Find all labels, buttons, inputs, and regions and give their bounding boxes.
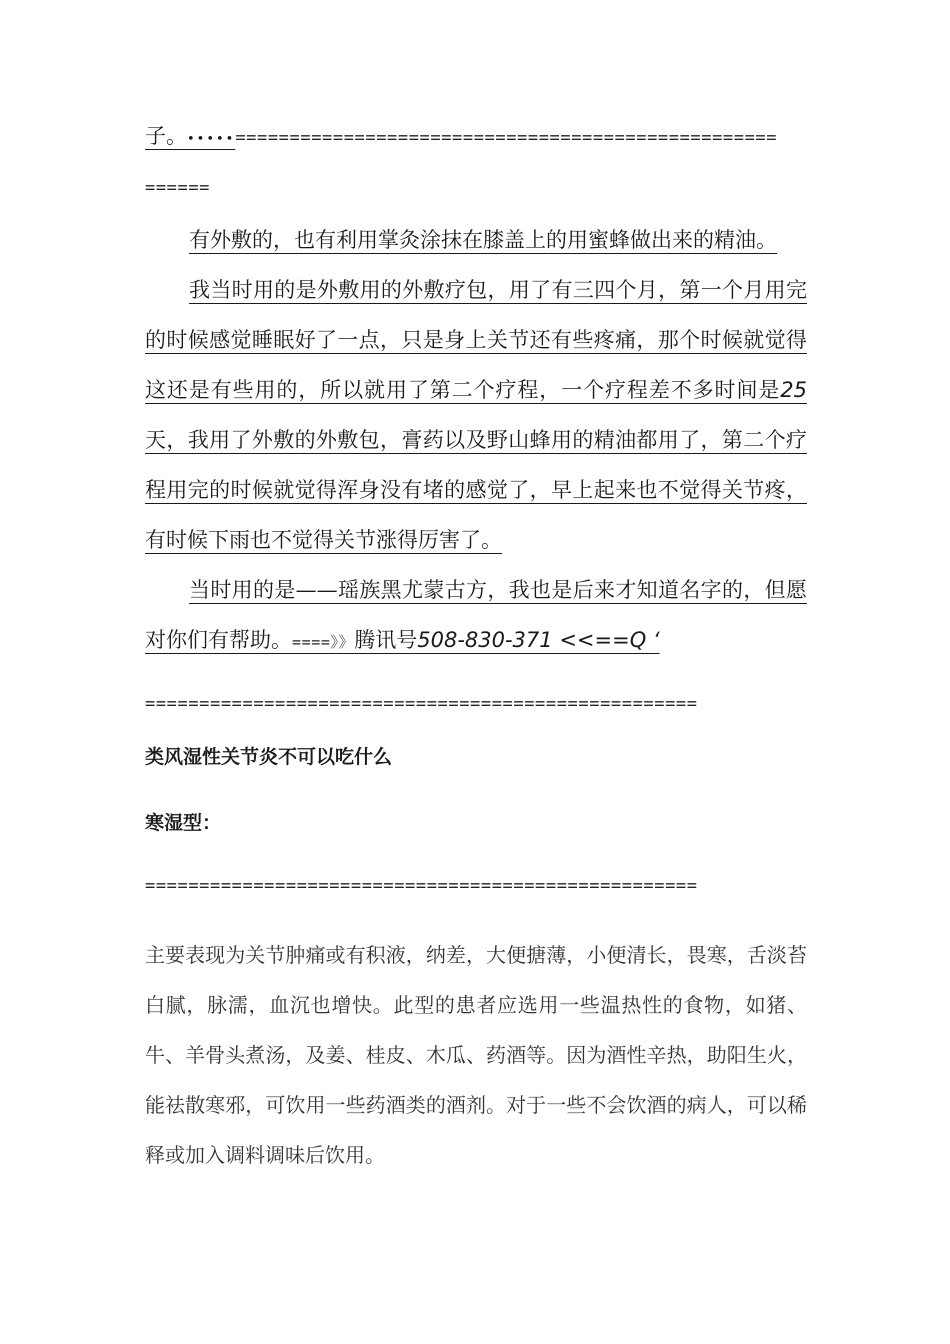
separator-2: =================================================== <box>145 876 698 896</box>
paragraph-2 <box>145 265 807 565</box>
separator-1: =================================================== <box>145 694 698 714</box>
body-paragraph: 主要表现为关节肿痛或有积液，纳差，大便搪薄，小便清长，畏寒，舌淡苔白腻，脉濡，血沉也增快。此型的患者应选用一些温热性的食物，如猪、牛、羊骨头煮汤，及姜、桂皮、木瓜、药酒等。因为酒性辛热，助阳生火，能祛散寒邪，可饮用一些药酒类的酒剂。对于一些不会饮酒的病人，可以稀释或加入调料调味后饮用。 <box>145 943 807 1167</box>
paragraph-3-equals: ====》》 <box>292 633 355 651</box>
testimonial-paragraphs <box>145 215 807 667</box>
paragraph-1: 有外敷的，也有利用掌灸涂抹在膝盖上的用蜜蜂做出来的精油。 <box>189 228 777 252</box>
top-line-dots: ••••• <box>187 132 236 147</box>
section-subheading: 寒湿型： <box>145 812 222 834</box>
paragraph-3-text: 当时用的是——瑶族黑尤蒙古方，我也是后来才知道名字的，但愿对你们有帮助。 <box>145 578 807 652</box>
top-line-continuation: ====== <box>145 178 211 198</box>
body-text-block <box>145 930 807 1180</box>
paragraph-3-label: 腾讯号 <box>354 628 418 652</box>
section-heading: 类风湿性关节炎不可以吃什么 <box>145 746 393 768</box>
paragraph-2-text: 我当时用的是外敷用的外敷疗包，用了有三四个月，第一个月用完的时候感觉睡眠好了一点，只是身上关节还有些疼痛，那个时候就觉得这还是有些用的，所以就用了第二个疗程，一个疗程差不多时间是 <box>145 278 807 402</box>
top-line-equals: ================================================== <box>235 128 778 148</box>
paragraph-2-rest: 天，我用了外敷的外敷包，膏药以及野山蜂用的精油都用了，第二个疗程用完的时候就觉得浑身没有堵的感觉了，早上起来也不觉得关节疼，有时候下雨也不觉得关节涨得厉害了。 <box>145 428 807 552</box>
paragraph-3 <box>145 565 807 667</box>
top-line-text: 子。 <box>145 124 187 148</box>
top-line <box>145 120 807 160</box>
contact-number: 508-830-371 <<==Q ‘ <box>417 628 660 652</box>
paragraph-2-number: 25 <box>780 378 807 402</box>
